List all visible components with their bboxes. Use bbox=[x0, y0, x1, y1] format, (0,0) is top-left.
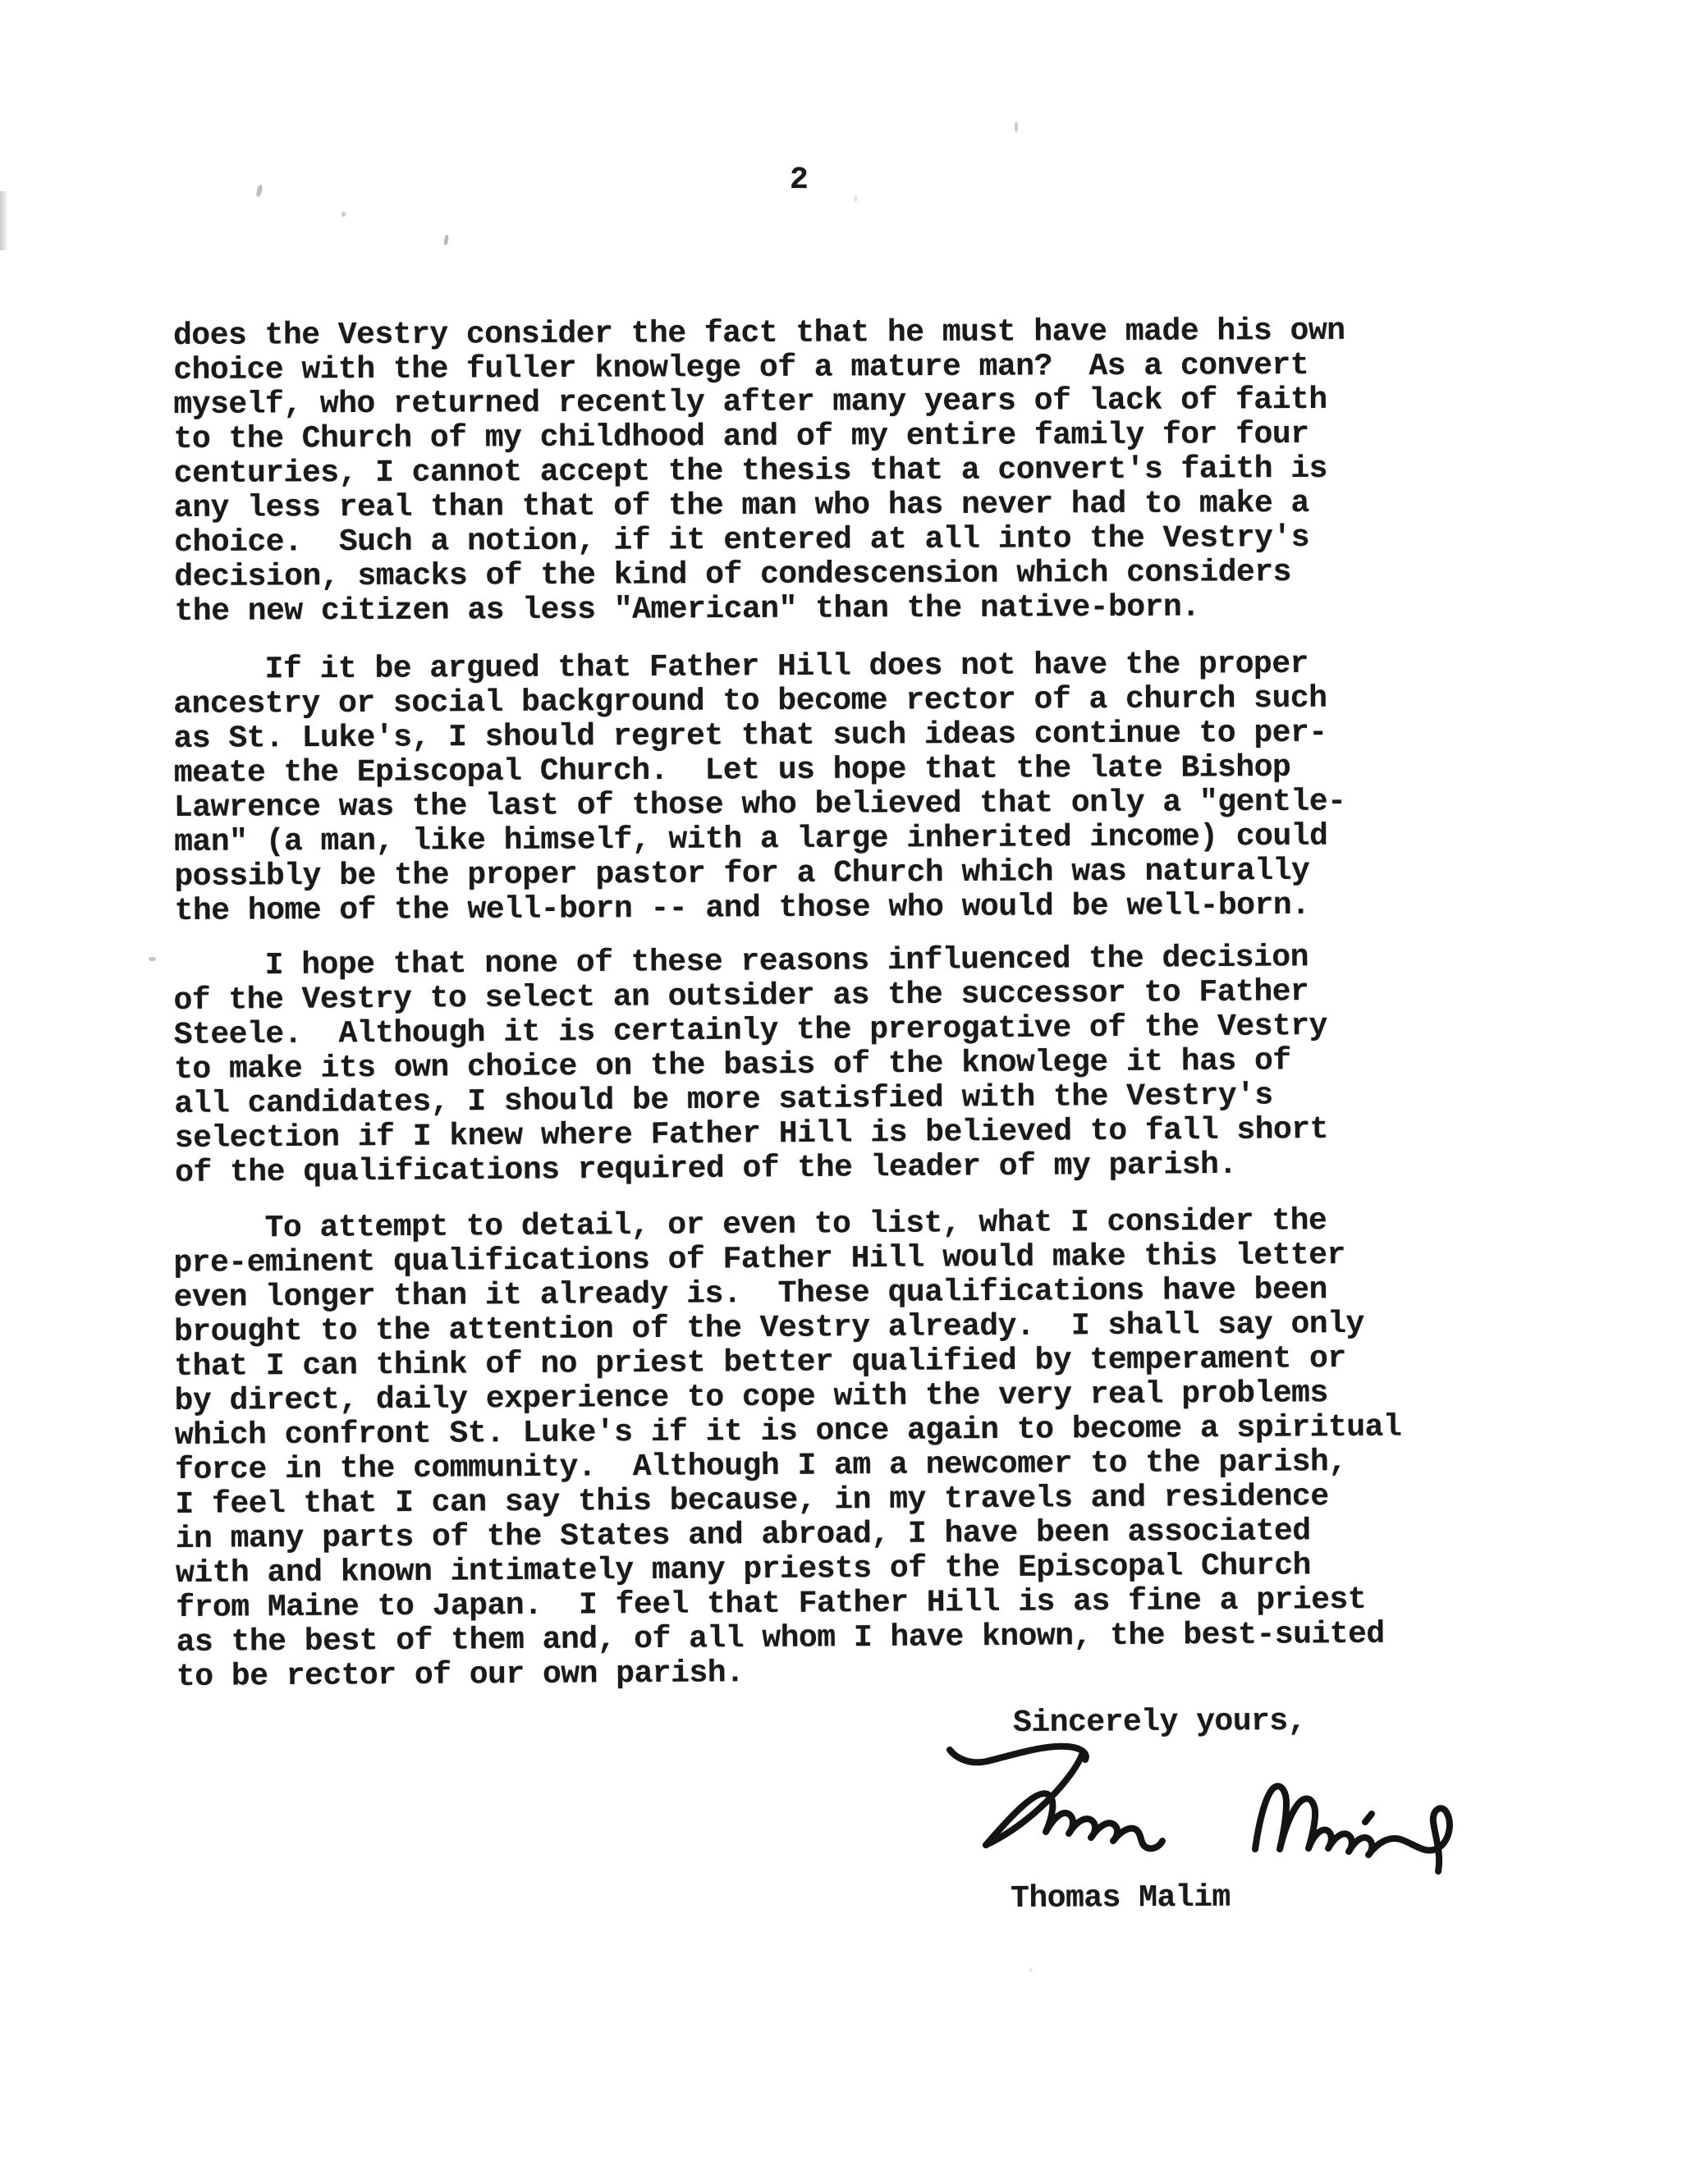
scan-speck bbox=[1029, 1968, 1033, 1972]
scan-speck bbox=[1015, 121, 1018, 132]
page-number: 2 bbox=[790, 163, 809, 198]
scan-speck bbox=[443, 235, 449, 246]
signature-image bbox=[936, 1733, 1478, 1893]
letter-paragraph-1: does the Vestry consider the fact that he must have made his own choice with the fuller knowlege of a mature man? As a convert myself, who returned recently after many years of lack of faith to the Church of my childhood and of my entire family for four centuries, I cannot accept the thesis that a convert's faith is any less real than that of the man who has never had to make a choice. Such a notion, if it entered at all into the Vestry's decision, smacks of the kind of condescension which considers the new citizen as less "American" than the native-born. bbox=[172, 313, 1345, 630]
scan-speck bbox=[255, 184, 263, 197]
scan-edge-artifact bbox=[0, 191, 7, 250]
scan-speck bbox=[854, 195, 857, 202]
closing-salutation: Sincerely yours, bbox=[1012, 1703, 1307, 1741]
signer-typed-name: Thomas Malim bbox=[1010, 1880, 1231, 1916]
letter-paragraph-3: I hope that none of these reasons influenced the decision of the Vestry to select an outsider as the successor to Father Steele. Although it is certainly the prerogative of the Vestry to make its own choice on the basis of the knowlege it has of all candidates, I should be more satisfied with the Vestry's selection if I knew where Father Hill is believed to fall short of the qualifications required of the leader of my parish. bbox=[172, 940, 1329, 1191]
signature-stroke bbox=[950, 1747, 1450, 1871]
letter-paragraph-4: To attempt to detail, or even to list, what I consider the pre-eminent qualifications of Father Hill would make this letter even longer than it already is. These qualifications have been brought to the attention of the Vestry already. I shall say only that I can think of no priest better qualified by temperament or by direct, daily experience to cope with the very real problems which confront St. Luke's if it is once again to become a spiritual force in the community. Although I am a newcomer to the parish, I feel that I can say this because, in my travels and residence in many parts of the States and abroad, I have been associated with and known intimately many priests of the Episcopal Church from Maine to Japan. I feel that Father Hill is as fine a priest as the best of them and, of all whom I have known, the best-suited to be rector of our own parish. bbox=[172, 1203, 1402, 1695]
scan-speck bbox=[341, 212, 346, 217]
letter-paragraph-2: If it be argued that Father Hill does not have the proper ancestry or social background to become rector of a church such as St. Luke's, I should regret that such ideas continue to per- meate the Episcopal Church. Let us hope that the late Bishop Lawrence was the last of those who believed that only a "gentle- man" (a man, like himself, with a large inherited income) could possibly be the proper pastor for a Church which was naturally the home of the well-born -- and those who would be well-born. bbox=[172, 646, 1346, 929]
scan-speck bbox=[149, 957, 156, 961]
